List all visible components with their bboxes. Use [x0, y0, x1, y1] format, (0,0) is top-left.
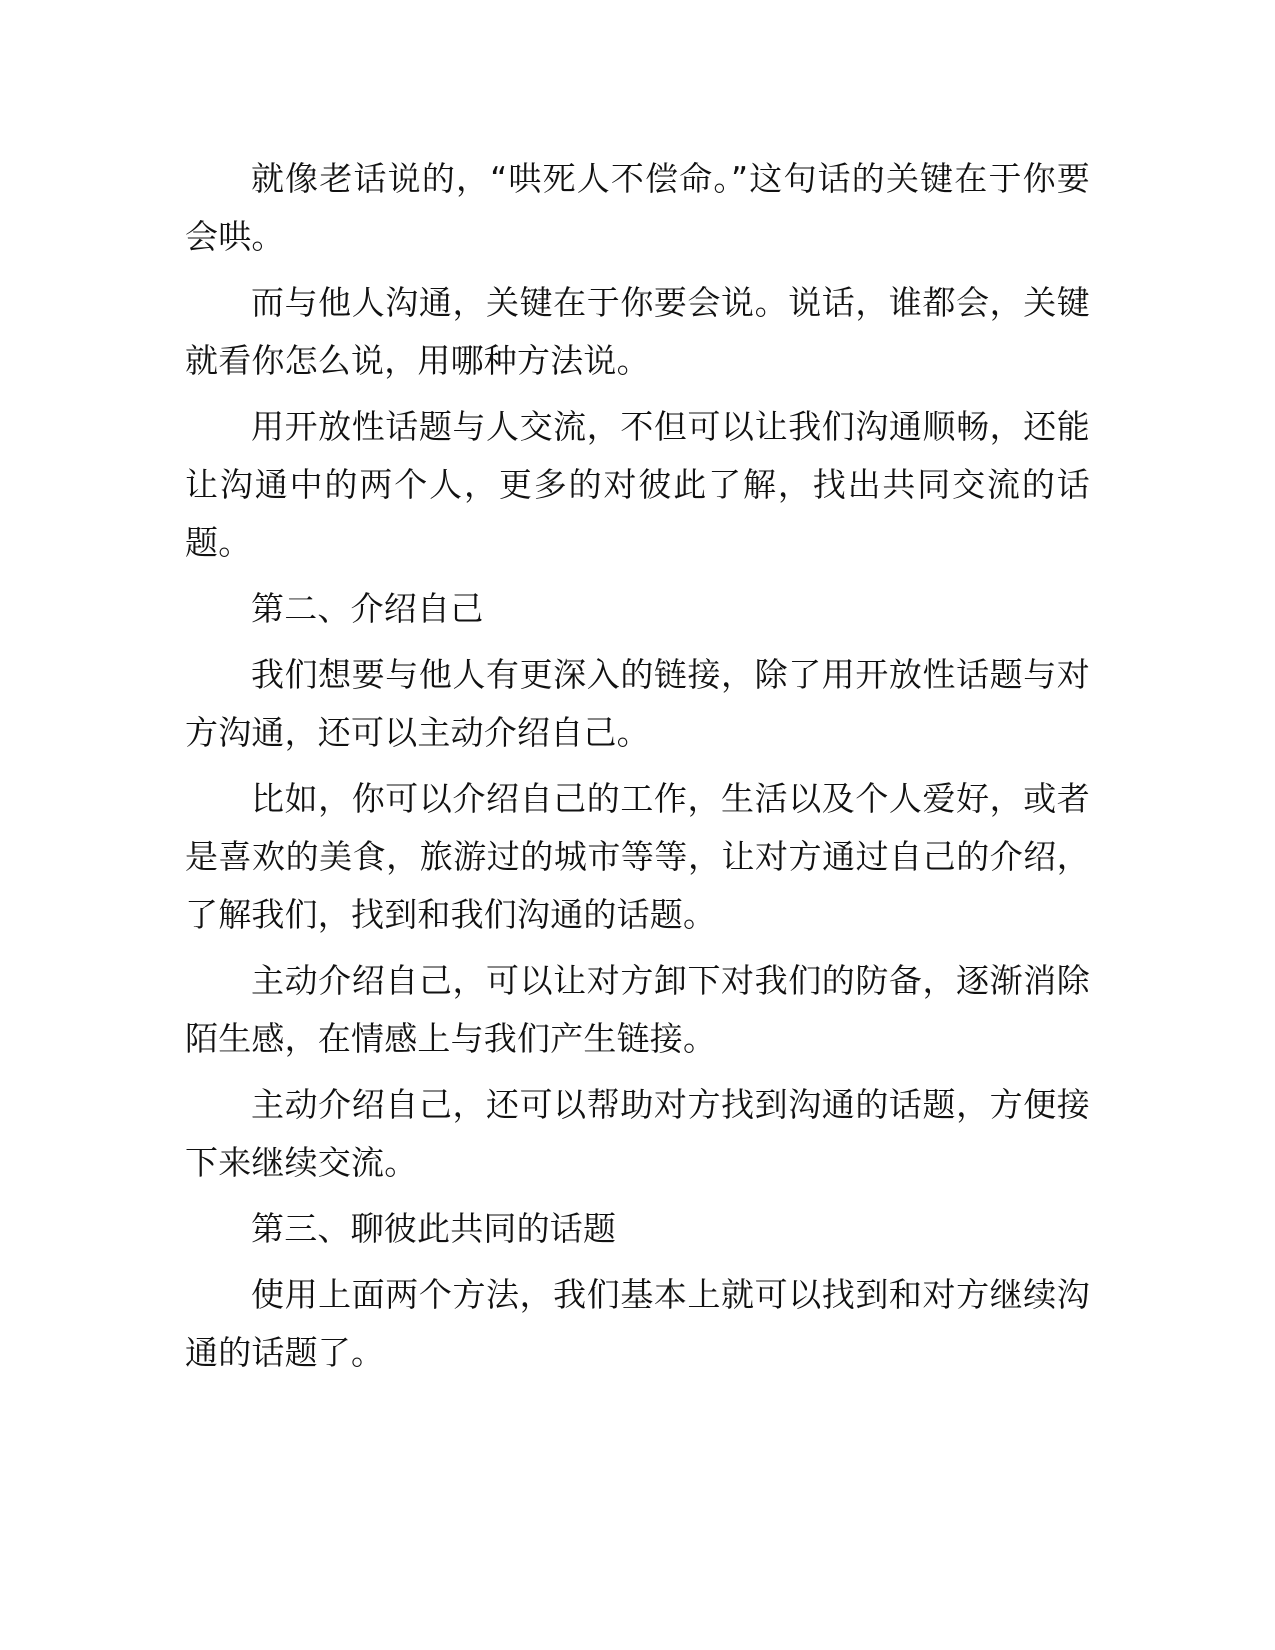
- section-heading-3: 第三、聊彼此共同的话题: [251, 1209, 617, 1248]
- paragraph-5: 比如，你可以介绍自己的工作，生活以及个人爱好，或者是喜欢的美食，旅游过的城市等等，让对方通过自己的介绍，了解我们，找到和我们沟通的话题。: [185, 779, 1090, 934]
- document-body: [185, 150, 1090, 1390]
- paragraph-1: 就像老话说的，“哄死人不偿命。”这句话的关键在于你要会哄。: [185, 159, 1090, 256]
- paragraph-8: 使用上面两个方法，我们基本上就可以找到和对方继续沟通的话题了。: [185, 1275, 1090, 1372]
- paragraph-2: 而与他人沟通，关键在于你要会说。说话，谁都会，关键就看你怎么说，用哪种方法说。: [185, 283, 1090, 380]
- paragraph-6: 主动介绍自己，可以让对方卸下对我们的防备，逐渐消除陌生感，在情感上与我们产生链接。: [185, 961, 1090, 1058]
- paragraph-4: 我们想要与他人有更深入的链接，除了用开放性话题与对方沟通，还可以主动介绍自己。: [185, 655, 1090, 752]
- paragraph-7: 主动介绍自己，还可以帮助对方找到沟通的话题，方便接下来继续交流。: [185, 1085, 1090, 1182]
- section-heading-2: 第二、介绍自己: [251, 589, 484, 628]
- paragraph-3: 用开放性话题与人交流，不但可以让我们沟通顺畅，还能让沟通中的两个人，更多的对彼此了解，找出共同交流的话题。: [185, 407, 1090, 562]
